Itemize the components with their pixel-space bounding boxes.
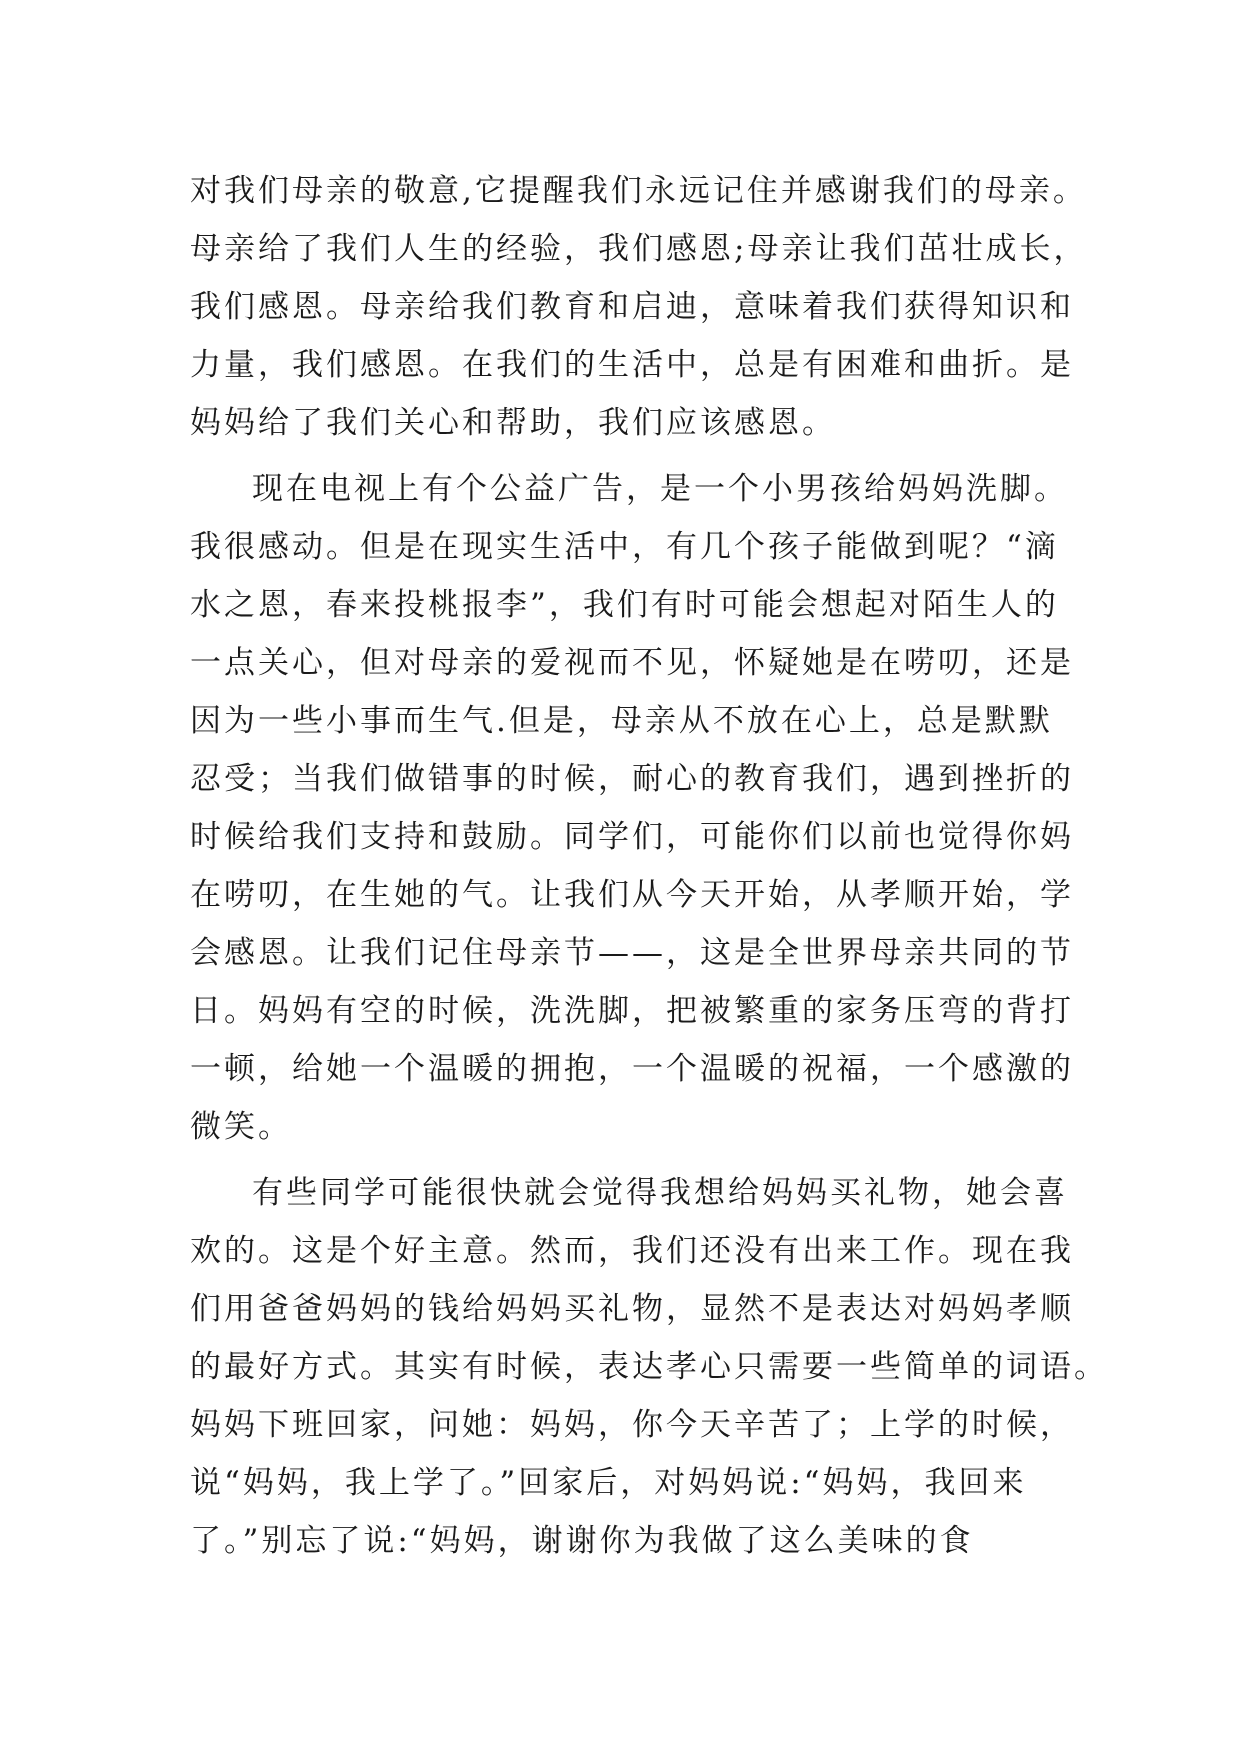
text-line: 时候给我们支持和鼓励。同学们，可能你们以前也觉得你妈 [190, 819, 1074, 855]
paragraph-gap [190, 1156, 1070, 1164]
text-line: 在唠叨，在生她的气。让我们从今天开始，从孝顺开始，学 [190, 877, 1074, 913]
paragraph-2 [190, 460, 1074, 1156]
text-line: 忍受；当我们做错事的时候，耐心的教育我们，遇到挫折的 [190, 761, 1074, 797]
text-line: 我们感恩。母亲给我们教育和启迪，意味着我们获得知识和 [190, 289, 1074, 325]
text-line: 对我们母亲的敬意,它提醒我们永远记住并感谢我们的母亲。 [190, 173, 1087, 209]
text-line: 我很感动。但是在现实生活中，有几个孩子能做到呢？“滴 [190, 529, 1059, 565]
text-line: 有些同学可能很快就会觉得我想给妈妈买礼物，她会喜 [252, 1175, 1068, 1211]
text-line: 微笑。 [190, 1109, 292, 1145]
body-text [190, 162, 1108, 1570]
text-line: 了。”别忘了说:“妈妈，谢谢你为我做了这么美味的食 [190, 1523, 974, 1559]
text-line: 一顿，给她一个温暖的拥抱，一个温暖的祝福，一个感激的 [190, 1051, 1074, 1087]
text-line: 们用爸爸妈妈的钱给妈妈买礼物，显然不是表达对妈妈孝顺 [190, 1291, 1074, 1327]
text-line: 说“妈妈，我上学了。”回家后，对妈妈说:“妈妈，我回来 [190, 1465, 1027, 1501]
text-line: 妈妈给了我们关心和帮助，我们应该感恩。 [190, 405, 836, 441]
text-line: 欢的。这是个好主意。然而，我们还没有出来工作。现在我 [190, 1233, 1074, 1269]
text-line: 会感恩。让我们记住母亲节——，这是全世界母亲共同的节 [190, 935, 1074, 971]
text-line: 日。妈妈有空的时候，洗洗脚，把被繁重的家务压弯的背打 [190, 993, 1074, 1029]
text-line: 现在电视上有个公益广告，是一个小男孩给妈妈洗脚。 [252, 471, 1068, 507]
text-line: 因为一些小事而生气.但是，母亲从不放在心上，总是默默 [190, 703, 1053, 739]
paragraph-3 [190, 1164, 1108, 1570]
text-line: 的最好方式。其实有时候，表达孝心只需要一些简单的词语。 [190, 1349, 1108, 1385]
text-line: 一点关心，但对母亲的爱视而不见，怀疑她是在唠叨，还是 [190, 645, 1074, 681]
paragraph-gap [190, 452, 1070, 460]
text-line: 母亲给了我们人生的经验，我们感恩;母亲让我们茁壮成长， [190, 231, 1088, 267]
text-line: 水之恩，春来投桃报李”，我们有时可能会想起对陌生人的 [190, 587, 1059, 623]
text-line: 妈妈下班回家，问她：妈妈，你今天辛苦了；上学的时候， [190, 1407, 1074, 1443]
paragraph-1 [190, 162, 1088, 452]
text-line: 力量，我们感恩。在我们的生活中，总是有困难和曲折。是 [190, 347, 1074, 383]
